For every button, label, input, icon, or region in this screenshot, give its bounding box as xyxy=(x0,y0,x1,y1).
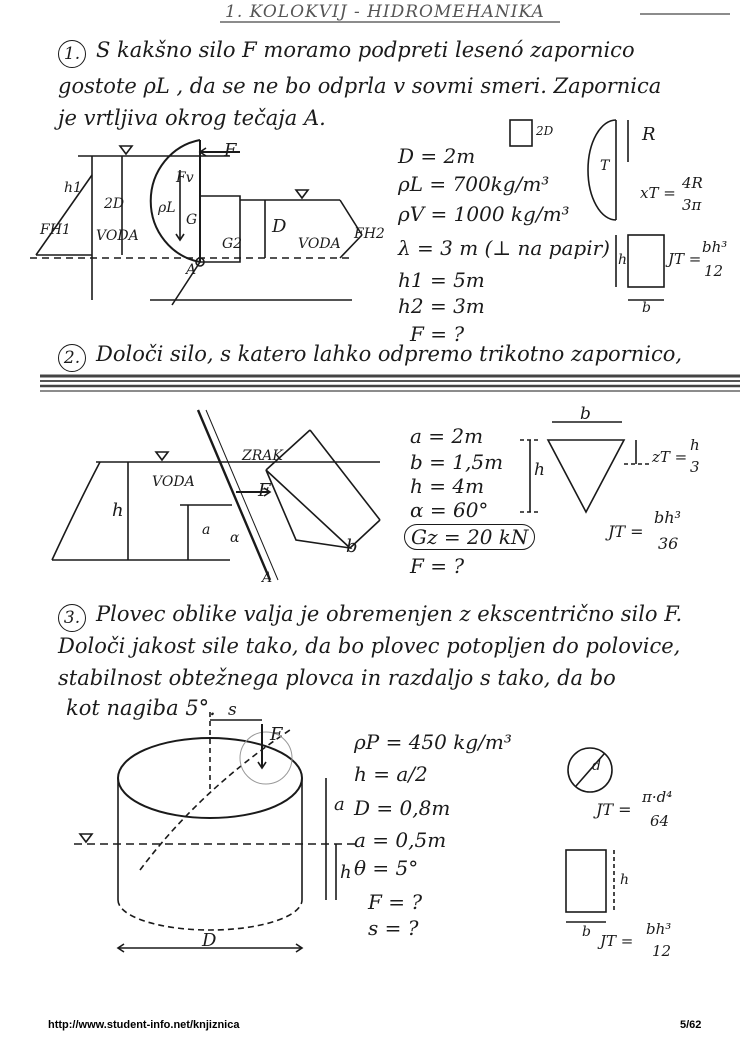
side-2-zt: zT = xyxy=(652,448,688,466)
given-2-alpha: α = 60° xyxy=(410,498,489,522)
problem-1-number: 1. xyxy=(58,40,86,68)
label-1-G2: G2 xyxy=(222,236,243,252)
label-1-fh2: FH2 xyxy=(354,226,385,242)
label-1-Fv: Fv xyxy=(176,170,194,186)
side-1-jt-den: 12 xyxy=(704,262,724,280)
label-2-h: h xyxy=(112,500,124,521)
given-3-theta: θ = 5° xyxy=(354,856,419,880)
label-2-A: A xyxy=(262,570,273,586)
side-2-zt-num: h xyxy=(690,436,700,454)
page-header: 1. KOLOKVIJ - HIDROMEHANIKA xyxy=(225,2,545,22)
side-3-jt2-num: bh³ xyxy=(646,920,672,938)
label-1-A: A xyxy=(186,262,197,278)
problem-1-line-2: gostote ρL , da se ne bo odprla v sovmi smeri. Zapornica xyxy=(58,74,662,98)
side-2-jt: JT = xyxy=(608,522,644,541)
label-1-F: F xyxy=(224,140,237,161)
label-1-rhoL: ρL xyxy=(158,200,176,216)
given-2-h: h = 4m xyxy=(410,474,485,498)
side-1-jt: JT = xyxy=(668,250,702,268)
given-3-rhoP: ρP = 450 kg/m³ xyxy=(354,730,512,754)
given-3-a: a = 0,5m xyxy=(354,828,447,852)
label-2-F: F xyxy=(258,480,271,501)
given-3-D: D = 0,8m xyxy=(354,796,451,820)
given-2-a: a = 2m xyxy=(410,424,484,448)
given-1-D: D = 2m xyxy=(398,144,476,168)
given-1-rhoV: ρV = 1000 kg/m³ xyxy=(398,202,570,226)
label-2-alpha: α xyxy=(230,530,240,546)
label-2-voda: VODA xyxy=(152,474,195,490)
side-1-xt-den: 3π xyxy=(682,196,702,214)
label-3-a: a xyxy=(334,794,345,815)
problem-3-number: 3. xyxy=(58,604,86,632)
problem-3-line-4: kot nagiba 5°. xyxy=(66,696,216,720)
problem-3-line-2: Določi jakost sile tako, da bo plovec potopljen do polovice, xyxy=(58,634,681,658)
label-1-fh1: FH1 xyxy=(40,222,71,238)
given-1-F: F = ? xyxy=(410,322,465,346)
label-1-2D: 2D xyxy=(104,196,125,212)
given-1-h1: h1 = 5m xyxy=(398,268,485,292)
problem-3-line-1: Plovec oblike valja je obremenjen z ekscentrično silo F. xyxy=(96,602,683,626)
problem-3-line-3: stabilnost obtežnega plovca in razdaljo s tako, da bo xyxy=(58,666,616,690)
problem-1-line-3: je vrtljiva okrog tečaja A. xyxy=(58,106,326,130)
side-1-h: h xyxy=(618,252,628,268)
given-3-F: F = ? xyxy=(368,890,423,914)
side-3-jt1-den: 64 xyxy=(650,812,670,830)
label-2-a: a xyxy=(202,522,211,538)
side-3-d: d xyxy=(592,758,601,774)
problem-1-line-1: S kakšno silo F moramo podpreti lesenó zapornico xyxy=(96,38,635,62)
label-1-voda-right: VODA xyxy=(298,236,341,252)
side-1-b: b xyxy=(642,300,651,316)
side-3-jt2: JT = xyxy=(600,932,634,950)
side-2-zt-den: 3 xyxy=(690,458,700,476)
side-1-xt: xT = xyxy=(640,184,676,202)
given-1-h2: h2 = 3m xyxy=(398,294,485,318)
label-1-voda-left: VODA xyxy=(96,228,139,244)
label-3-h: h xyxy=(340,862,352,883)
label-1-h1: h1 xyxy=(64,180,82,196)
side-1-R: R xyxy=(642,124,656,145)
given-1-rhoL: ρL = 700kg/m³ xyxy=(398,172,550,196)
side-2-h: h xyxy=(534,460,545,480)
problem-2-line-1: Določi silo, s katero lahko odpremo trikotno zapornico, xyxy=(96,342,683,366)
footer-url[interactable]: http://www.student-info.net/knjiznica xyxy=(48,1019,240,1031)
problem-2-number: 2. xyxy=(58,344,86,372)
label-2-b: b xyxy=(346,536,358,557)
side-2-jt-num: bh³ xyxy=(654,508,681,527)
given-2-b: b = 1,5m xyxy=(410,450,504,474)
side-1-jt-num: bh³ xyxy=(702,238,728,256)
side-1-2D: 2D xyxy=(536,124,554,138)
label-1-G: G xyxy=(186,212,198,228)
given-3-s: s = ? xyxy=(368,916,419,940)
side-3-jt2-den: 12 xyxy=(652,942,672,960)
side-2-jt-den: 36 xyxy=(658,534,679,553)
given-2-F: F = ? xyxy=(410,554,465,578)
label-3-s: s xyxy=(228,700,237,720)
label-1-D: D xyxy=(272,216,287,237)
given-1-lambda: λ = 3 m (⊥ na papir) xyxy=(398,236,610,260)
side-3-jt1: JT = xyxy=(596,800,632,819)
side-1-xt-num: 4R xyxy=(682,174,703,192)
side-1-T: T xyxy=(600,158,610,174)
side-3-h: h xyxy=(620,872,630,888)
page-number: 5/62 xyxy=(680,1019,702,1031)
label-3-F: F xyxy=(270,724,283,745)
side-3-jt1-num: π·d⁴ xyxy=(642,788,673,806)
given-2-Gz: Gz = 20 kN xyxy=(404,524,535,550)
label-3-D: D xyxy=(202,930,217,951)
side-3-b: b xyxy=(582,924,591,940)
given-3-h: h = a/2 xyxy=(354,762,428,786)
side-2-b: b xyxy=(580,404,591,424)
label-2-zrak: ZRAK xyxy=(242,448,283,464)
